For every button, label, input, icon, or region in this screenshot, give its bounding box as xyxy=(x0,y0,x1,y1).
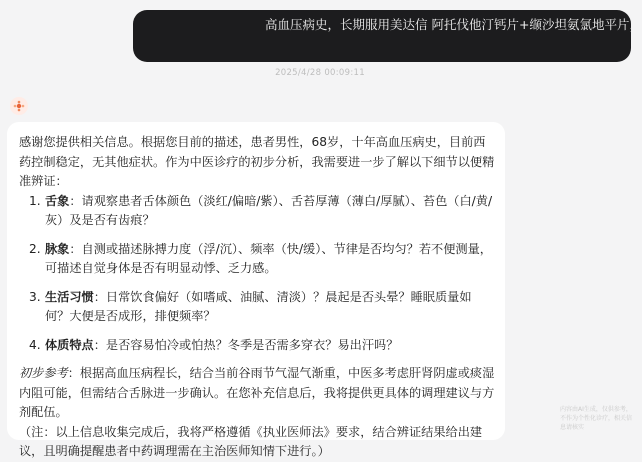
question-number: 3. xyxy=(29,289,41,304)
question-text: ：日常饮食偏好（如嗜咸、油腻、清淡）？晨起是否头晕？睡眠质量如何？大便是否成形，排便频率？ xyxy=(45,289,472,323)
question-text: ：是否容易怕冷或怕热？冬季是否需多穿衣？易出汗吗？ xyxy=(93,337,399,352)
question-number: 2. xyxy=(29,241,41,256)
question-item xyxy=(29,192,495,231)
question-number: 1. xyxy=(29,193,41,208)
preliminary-text: ：根据高血压病程长，结合当前谷雨节气湿气渐重，中医多考虑肝肾阴虚或痰湿内阻可能，但需结合舌脉进一步确认。在您补充信息后，我将提供更具体的调理建议与方剂配伍。 xyxy=(19,366,495,419)
compliance-note: （注：以上信息收集完成后，我将严格遵循《执业医师法》要求，结合辨证结果给出建议，且明确提醒患者中药调理需在主治医师知情下进行。） xyxy=(19,424,483,458)
question-title: 舌象 xyxy=(45,193,70,208)
user-message-line1: 高血压病史，长期服用美达信 阿托伐他汀钙片+缬沙坦氨氯地平片， xyxy=(265,17,642,32)
question-text: ：自测或描述脉搏力度（浮/沉）、频率（快/缓）、节律是否均匀？若不便测量，可描述自觉身体是否有明显动悸、乏力感。 xyxy=(45,241,492,275)
question-item xyxy=(29,336,495,356)
preliminary-label: 初步参考 xyxy=(19,366,68,380)
question-title: 生活习惯 xyxy=(45,289,94,304)
assistant-logo-icon xyxy=(13,100,25,112)
message-timestamp: 2025/4/28 00:09:11 xyxy=(275,68,365,78)
assistant-reply-card xyxy=(7,122,505,458)
question-title: 体质特点 xyxy=(45,337,94,352)
assistant-avatar xyxy=(10,97,28,115)
reply-intro: 感谢您提供相关信息。根据您目前的描述，患者男性，68岁，十年高血压病史，目前西药控制稳定，无其他症状。作为中医诊疗的初步分析，我需要进一步了解以下细节以便精准辨证： xyxy=(19,135,495,188)
preliminary-reference xyxy=(19,364,495,423)
question-item xyxy=(29,240,495,279)
question-list xyxy=(19,192,495,356)
question-number: 4. xyxy=(29,337,41,352)
ai-disclaimer-watermark: 内容由AI生成，仅供参考，不作为个性化诊疗，相关信息请核实 xyxy=(560,406,633,431)
question-title: 脉象 xyxy=(45,241,70,256)
question-item xyxy=(29,288,495,327)
question-text: ：请观察患者舌体颜色（淡红/偏暗/紫）、舌苔厚薄（薄白/厚腻）、苔色（白/黄/灰）及是否有齿痕？ xyxy=(45,193,493,227)
user-message-bubble xyxy=(133,10,642,62)
